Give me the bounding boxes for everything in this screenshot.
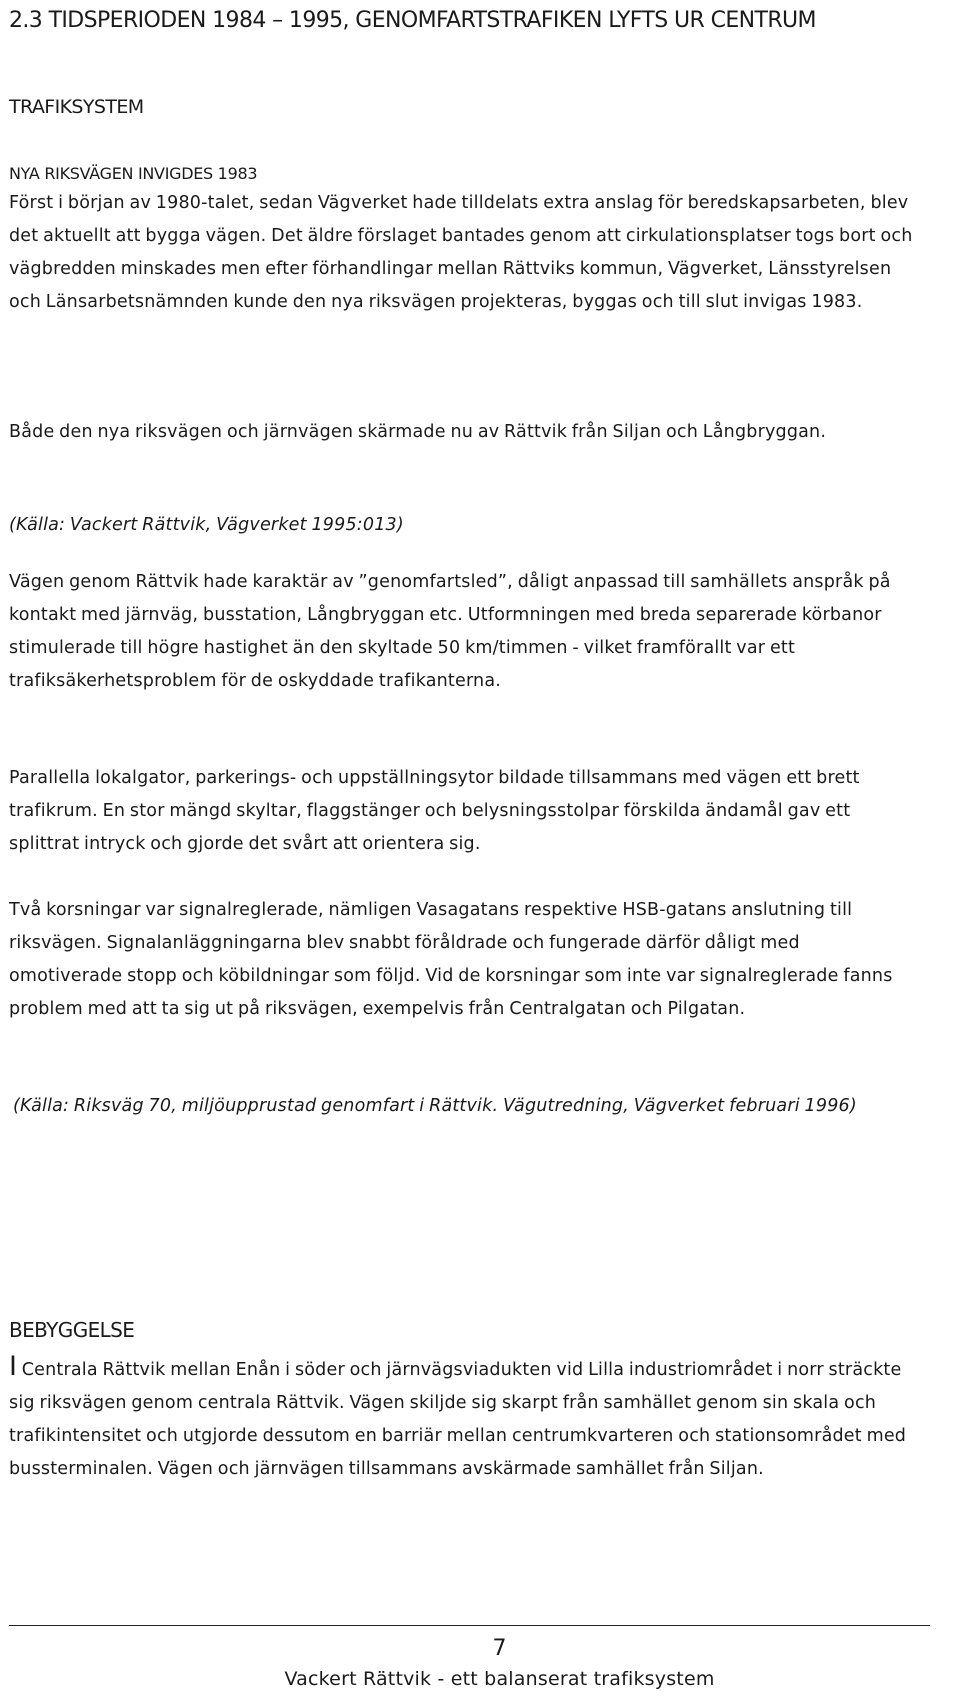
paragraph-bade-den-nya: Både den nya riksvägen och järnvägen skärmade nu av Rättvik från Siljan och Långbryggan. — [9, 422, 827, 442]
page-number: 7 — [492, 1636, 507, 1661]
heading-bebyggelse: BEBYGGELSE — [9, 1318, 135, 1342]
paragraph-vagen-genom: Vägen genom Rättvik hade karaktär av ”genomfartsled”, dåligt anpassad till samhällets anspråk på kontakt med järnväg, busstation, Långbryggan etc. Utformningen med breda separerade körbanor stimulerade till högre hastighet än den skyltade 50 km/timmen - vilket framförallt var ett trafiksäkerhetsproblem för de oskyddade trafikanterna. — [9, 572, 891, 691]
source-citation-2: (Källa: Riksväg 70, miljöupprustad genomfart i Rättvik. Vägutredning, Vägverket februari 1996) — [13, 1096, 857, 1116]
section-title: 2.3 TIDSPERIODEN 1984 – 1995, GENOMFARTSTRAFIKEN LYFTS UR CENTRUM — [9, 8, 816, 33]
paragraph-centrala-rattvik — [9, 1353, 914, 1486]
paragraph-forst-i-borjan: Först i början av 1980-talet, sedan Vägverket hade tilldelats extra anslag för beredskapsarbeten, blev det aktuellt att bygga vägen. Det äldre förslaget bantades genom att cirkulationsplatser togs bort och vägbredden minskades men efter förhandlingar mellan Rättviks kommun, Vägverket, Länsstyrelsen och Länsarbetsnämnden kunde den nya riksvägen projekteras, byggas och till slut invigas 1983. — [9, 193, 913, 312]
drop-initial: I — [9, 1351, 17, 1382]
paragraph-centrala-rattvik-text: Centrala Rättvik mellan Enån i söder och järnvägsviadukten vid Lilla industriområdet i norr sträckte sig riksvägen genom centrala Rättvik. Vägen skiljde sig skarpt från samhället genom sin skala och trafikintensitet och utgjorde dessutom en barriär mellan centrumkvarteren och stationsområdet med bussterminalen. Vägen och järnvägen tillsammans avskärmade samhället från Siljan. — [9, 1360, 907, 1479]
subheading-nya-riksvagen: NYA RIKSVÄGEN INVIGDES 1983 — [9, 164, 258, 183]
source-citation-1: (Källa: Vackert Rättvik, Vägverket 1995:013) — [9, 515, 404, 535]
footer-rule — [9, 1625, 930, 1626]
paragraph-parallella-lokalgator: Parallella lokalgator, parkerings- och uppställningsytor bildade tillsammans med vägen ett brett trafikrum. En stor mängd skyltar, flaggstänger och belysningsstolpar förskilda ändamål gav ett splittrat intryck och gjorde det svårt att orientera sig. — [9, 768, 860, 854]
paragraph-tva-korsningar: Två korsningar var signalreglerade, nämligen Vasagatans respektive HSB-gatans anslutning till riksvägen. Signalanläggningarna blev snabbt föråldrade och fungerade därför dåligt med omotiverade stopp och köbildningar som följd. Vid de korsningar som inte var signalreglerade fanns problem med att ta sig ut på riksvägen, exempelvis från Centralgatan och Pilgatan. — [9, 900, 893, 1019]
heading-trafiksystem: TRAFIKSYSTEM — [9, 96, 144, 118]
footer-text: Vackert Rättvik - ett balanserat trafiksystem — [284, 1668, 715, 1690]
